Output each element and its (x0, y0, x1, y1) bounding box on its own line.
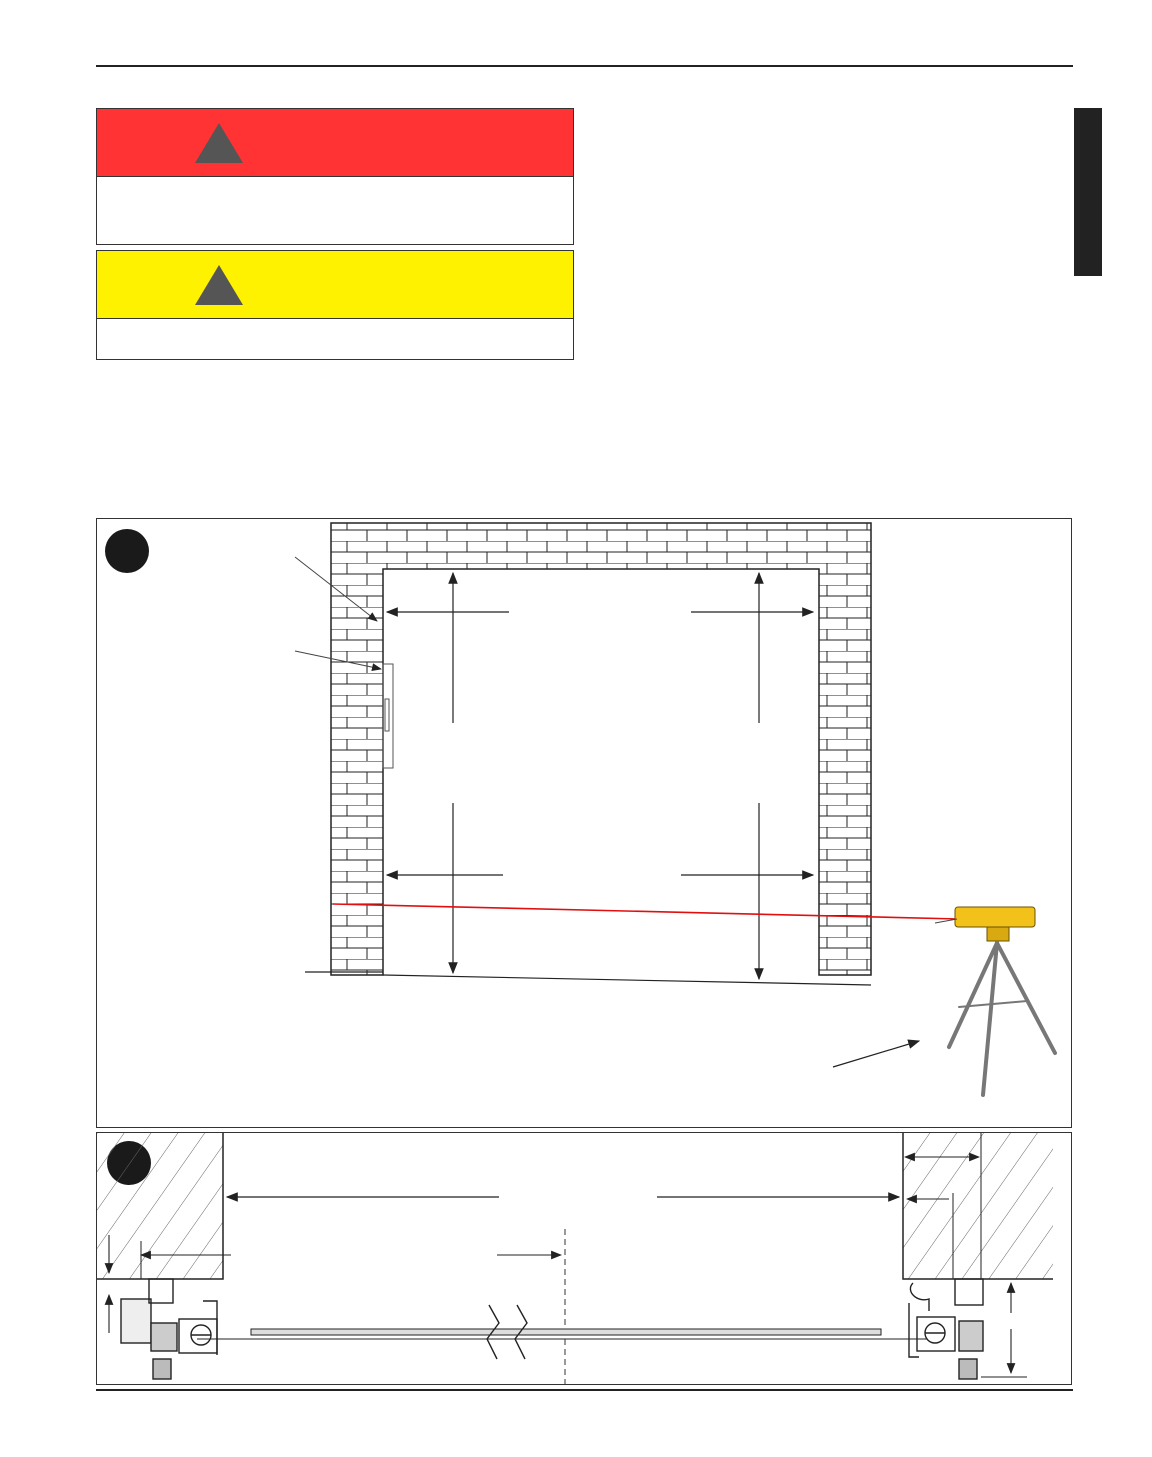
danger-header (97, 109, 573, 177)
left-wall-section (97, 1133, 223, 1279)
track-diagram (97, 1133, 1073, 1386)
caution-warning-box (96, 250, 574, 360)
figure-opening-measurement (96, 518, 1072, 1128)
figure-track-section (96, 1132, 1072, 1385)
danger-warning-box (96, 108, 574, 245)
warning-triangle-icon (193, 263, 245, 307)
tripod-icon (949, 943, 1055, 1095)
header-rule (96, 65, 1073, 67)
left-track-hardware (121, 1279, 217, 1379)
laser-level-icon (935, 907, 1035, 941)
right-track-hardware (909, 1279, 983, 1379)
section-tab (1074, 108, 1102, 276)
warning-triangle-icon (193, 121, 245, 165)
right-wall-section (903, 1133, 1053, 1279)
caution-header (97, 251, 573, 319)
brick-wall (331, 523, 871, 975)
opening-diagram (97, 519, 1073, 1129)
footer-rule (96, 1389, 1073, 1391)
door-panel (251, 1329, 881, 1335)
